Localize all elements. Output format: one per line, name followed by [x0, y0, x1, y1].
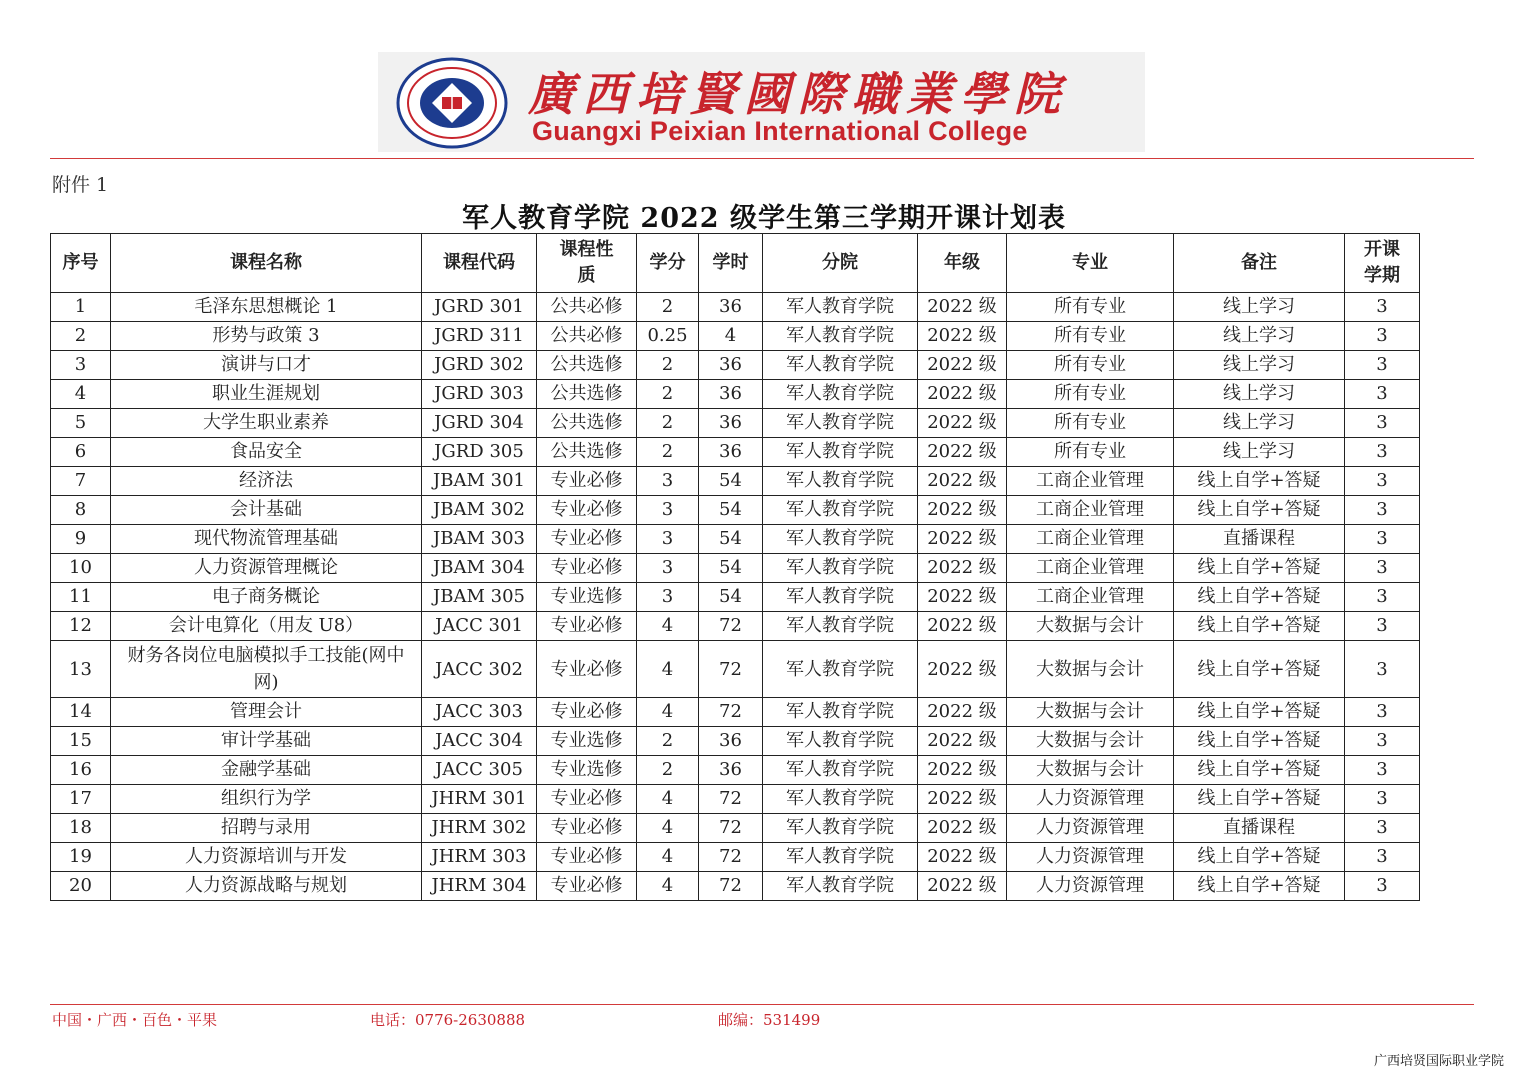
cell-course-name: 演讲与口才	[111, 351, 422, 380]
table-row	[51, 843, 1420, 872]
cell-major: 所有专业	[1007, 322, 1174, 351]
cell-course-code: JGRD 311	[422, 322, 537, 351]
cell-remarks: 线上自学+答疑	[1174, 467, 1345, 496]
cell-index: 7	[51, 467, 111, 496]
col-header-school: 分院	[763, 234, 918, 293]
cell-semester: 3	[1345, 727, 1420, 756]
cell-course-type: 专业必修	[537, 698, 637, 727]
cell-grade: 2022 级	[918, 641, 1007, 698]
cell-major: 大数据与会计	[1007, 641, 1174, 698]
college-name-english: Guangxi Peixian International College	[532, 116, 1028, 146]
cell-course-code: JHRM 303	[422, 843, 537, 872]
cell-hours: 36	[699, 293, 763, 322]
cell-course-name: 现代物流管理基础	[111, 525, 422, 554]
cell-credits: 4	[637, 843, 699, 872]
cell-grade: 2022 级	[918, 727, 1007, 756]
cell-credits: 2	[637, 293, 699, 322]
table-row	[51, 438, 1420, 467]
cell-index: 11	[51, 583, 111, 612]
col-header-major: 专业	[1007, 234, 1174, 293]
cell-course-code: JHRM 302	[422, 814, 537, 843]
cell-semester: 3	[1345, 554, 1420, 583]
table-row	[51, 872, 1420, 901]
cell-course-type: 专业必修	[537, 641, 637, 698]
cell-index: 9	[51, 525, 111, 554]
cell-credits: 4	[637, 612, 699, 641]
cell-hours: 36	[699, 727, 763, 756]
cell-course-code: JACC 305	[422, 756, 537, 785]
table-row	[51, 814, 1420, 843]
col-header-course-name: 课程名称	[111, 234, 422, 293]
cell-semester: 3	[1345, 612, 1420, 641]
cell-hours: 36	[699, 380, 763, 409]
cell-school: 军人教育学院	[763, 380, 918, 409]
cell-major: 所有专业	[1007, 438, 1174, 467]
table-row	[51, 583, 1420, 612]
cell-semester: 3	[1345, 496, 1420, 525]
cell-course-name: 经济法	[111, 467, 422, 496]
cell-semester: 3	[1345, 322, 1420, 351]
attachment-label: 附件 1	[52, 174, 109, 196]
cell-major: 工商企业管理	[1007, 554, 1174, 583]
cell-semester: 3	[1345, 380, 1420, 409]
cell-hours: 36	[699, 438, 763, 467]
cell-hours: 4	[699, 322, 763, 351]
cell-grade: 2022 级	[918, 496, 1007, 525]
cell-credits: 3	[637, 583, 699, 612]
table-row	[51, 380, 1420, 409]
cell-index: 20	[51, 872, 111, 901]
col-header-hours: 学时	[699, 234, 763, 293]
cell-course-name: 财务各岗位电脑模拟手工技能(网中网)	[111, 641, 422, 698]
cell-grade: 2022 级	[918, 583, 1007, 612]
cell-hours: 54	[699, 583, 763, 612]
cell-remarks: 线上自学+答疑	[1174, 872, 1345, 901]
cell-course-name: 大学生职业素养	[111, 409, 422, 438]
cell-remarks: 线上学习	[1174, 380, 1345, 409]
cell-major: 工商企业管理	[1007, 525, 1174, 554]
cell-course-type: 专业必修	[537, 814, 637, 843]
cell-course-type: 专业必修	[537, 525, 637, 554]
cell-major: 人力资源管理	[1007, 843, 1174, 872]
cell-index: 10	[51, 554, 111, 583]
cell-grade: 2022 级	[918, 698, 1007, 727]
table-row	[51, 525, 1420, 554]
cell-semester: 3	[1345, 756, 1420, 785]
cell-credits: 3	[637, 496, 699, 525]
cell-grade: 2022 级	[918, 554, 1007, 583]
cell-course-name: 组织行为学	[111, 785, 422, 814]
cell-remarks: 直播课程	[1174, 525, 1345, 554]
cell-course-type: 专业选修	[537, 727, 637, 756]
cell-hours: 54	[699, 496, 763, 525]
col-header-index: 序号	[51, 234, 111, 293]
cell-remarks: 线上自学+答疑	[1174, 641, 1345, 698]
cell-credits: 4	[637, 785, 699, 814]
cell-hours: 54	[699, 525, 763, 554]
cell-grade: 2022 级	[918, 351, 1007, 380]
cell-course-type: 公共选修	[537, 351, 637, 380]
cell-major: 大数据与会计	[1007, 698, 1174, 727]
cell-course-code: JGRD 301	[422, 293, 537, 322]
cell-course-name: 食品安全	[111, 438, 422, 467]
cell-index: 4	[51, 380, 111, 409]
footer-postcode: 邮编：531499	[718, 1011, 821, 1029]
col-header-course-code: 课程代码	[422, 234, 537, 293]
cell-semester: 3	[1345, 814, 1420, 843]
cell-major: 大数据与会计	[1007, 727, 1174, 756]
cell-course-type: 专业选修	[537, 756, 637, 785]
cell-course-type: 公共选修	[537, 409, 637, 438]
table-row	[51, 785, 1420, 814]
cell-course-name: 管理会计	[111, 698, 422, 727]
cell-credits: 2	[637, 438, 699, 467]
cell-school: 军人教育学院	[763, 612, 918, 641]
cell-grade: 2022 级	[918, 785, 1007, 814]
cell-course-type: 专业必修	[537, 785, 637, 814]
cell-school: 军人教育学院	[763, 843, 918, 872]
cell-index: 16	[51, 756, 111, 785]
footer-location: 中国・广西・百色・平果	[52, 1011, 218, 1029]
cell-major: 所有专业	[1007, 351, 1174, 380]
cell-hours: 72	[699, 698, 763, 727]
cell-hours: 36	[699, 756, 763, 785]
cell-course-code: JGRD 305	[422, 438, 537, 467]
cell-course-code: JGRD 303	[422, 380, 537, 409]
cell-hours: 36	[699, 351, 763, 380]
cell-semester: 3	[1345, 351, 1420, 380]
cell-course-name: 人力资源战略与规划	[111, 872, 422, 901]
cell-major: 所有专业	[1007, 380, 1174, 409]
cell-course-code: JHRM 301	[422, 785, 537, 814]
cell-school: 军人教育学院	[763, 698, 918, 727]
cell-index: 17	[51, 785, 111, 814]
cell-index: 6	[51, 438, 111, 467]
cell-remarks: 线上自学+答疑	[1174, 756, 1345, 785]
col-header-course-type: 课程性质	[537, 234, 637, 293]
cell-remarks: 线上学习	[1174, 293, 1345, 322]
cell-course-code: JBAM 303	[422, 525, 537, 554]
cell-course-code: JGRD 304	[422, 409, 537, 438]
header-divider	[50, 158, 1474, 159]
cell-index: 2	[51, 322, 111, 351]
cell-course-type: 专业必修	[537, 467, 637, 496]
cell-hours: 72	[699, 814, 763, 843]
cell-remarks: 线上自学+答疑	[1174, 496, 1345, 525]
cell-index: 3	[51, 351, 111, 380]
cell-index: 1	[51, 293, 111, 322]
cell-course-name: 人力资源培训与开发	[111, 843, 422, 872]
table-row	[51, 612, 1420, 641]
cell-hours: 36	[699, 409, 763, 438]
cell-major: 工商企业管理	[1007, 496, 1174, 525]
cell-semester: 3	[1345, 438, 1420, 467]
cell-index: 5	[51, 409, 111, 438]
table-row	[51, 496, 1420, 525]
college-seal-icon	[396, 57, 508, 149]
page-title: 军人教育学院 2022 级学生第三学期开课计划表	[462, 203, 1066, 234]
cell-school: 军人教育学院	[763, 872, 918, 901]
cell-course-name: 招聘与录用	[111, 814, 422, 843]
cell-remarks: 线上自学+答疑	[1174, 612, 1345, 641]
cell-course-type: 专业必修	[537, 843, 637, 872]
cell-major: 工商企业管理	[1007, 467, 1174, 496]
cell-remarks: 线上学习	[1174, 438, 1345, 467]
cell-school: 军人教育学院	[763, 322, 918, 351]
cell-credits: 3	[637, 467, 699, 496]
cell-course-name: 职业生涯规划	[111, 380, 422, 409]
cell-major: 大数据与会计	[1007, 756, 1174, 785]
table-row	[51, 322, 1420, 351]
cell-course-name: 金融学基础	[111, 756, 422, 785]
cell-course-type: 专业必修	[537, 872, 637, 901]
cell-credits: 2	[637, 727, 699, 756]
cell-grade: 2022 级	[918, 843, 1007, 872]
cell-credits: 2	[637, 756, 699, 785]
cell-course-code: JACC 302	[422, 641, 537, 698]
cell-school: 军人教育学院	[763, 467, 918, 496]
cell-grade: 2022 级	[918, 814, 1007, 843]
col-header-semester: 开课学期	[1345, 234, 1420, 293]
table-row	[51, 756, 1420, 785]
cell-index: 19	[51, 843, 111, 872]
cell-grade: 2022 级	[918, 612, 1007, 641]
cell-credits: 3	[637, 525, 699, 554]
col-header-credits: 学分	[637, 234, 699, 293]
cell-credits: 0.25	[637, 322, 699, 351]
cell-remarks: 线上自学+答疑	[1174, 583, 1345, 612]
table-row	[51, 409, 1420, 438]
cell-index: 14	[51, 698, 111, 727]
cell-remarks: 线上自学+答疑	[1174, 785, 1345, 814]
cell-school: 军人教育学院	[763, 409, 918, 438]
cell-course-name: 审计学基础	[111, 727, 422, 756]
cell-credits: 2	[637, 409, 699, 438]
cell-major: 人力资源管理	[1007, 872, 1174, 901]
cell-credits: 4	[637, 698, 699, 727]
cell-grade: 2022 级	[918, 467, 1007, 496]
cell-index: 8	[51, 496, 111, 525]
cell-course-code: JGRD 302	[422, 351, 537, 380]
cell-credits: 3	[637, 554, 699, 583]
cell-hours: 72	[699, 641, 763, 698]
cell-hours: 72	[699, 843, 763, 872]
footer-phone: 电话：0776-2630888	[370, 1011, 526, 1029]
cell-grade: 2022 级	[918, 525, 1007, 554]
cell-school: 军人教育学院	[763, 351, 918, 380]
page-footer-college: 广西培贤国际职业学院	[1373, 1054, 1504, 1069]
cell-major: 所有专业	[1007, 409, 1174, 438]
col-header-grade: 年级	[918, 234, 1007, 293]
cell-grade: 2022 级	[918, 380, 1007, 409]
cell-remarks: 线上自学+答疑	[1174, 698, 1345, 727]
cell-remarks: 线上学习	[1174, 351, 1345, 380]
cell-course-type: 专业选修	[537, 583, 637, 612]
cell-grade: 2022 级	[918, 409, 1007, 438]
cell-index: 13	[51, 641, 111, 698]
cell-index: 15	[51, 727, 111, 756]
cell-school: 军人教育学院	[763, 756, 918, 785]
footer-divider	[50, 1004, 1474, 1005]
cell-course-code: JBAM 302	[422, 496, 537, 525]
cell-school: 军人教育学院	[763, 814, 918, 843]
table-row	[51, 351, 1420, 380]
cell-course-name: 会计基础	[111, 496, 422, 525]
cell-remarks: 线上学习	[1174, 322, 1345, 351]
cell-grade: 2022 级	[918, 322, 1007, 351]
cell-hours: 72	[699, 612, 763, 641]
cell-school: 军人教育学院	[763, 293, 918, 322]
cell-semester: 3	[1345, 785, 1420, 814]
cell-credits: 2	[637, 380, 699, 409]
cell-hours: 54	[699, 554, 763, 583]
cell-course-type: 公共必修	[537, 322, 637, 351]
cell-major: 人力资源管理	[1007, 814, 1174, 843]
cell-course-type: 公共选修	[537, 438, 637, 467]
cell-course-name: 形势与政策 3	[111, 322, 422, 351]
table-row	[51, 293, 1420, 322]
cell-remarks: 线上学习	[1174, 409, 1345, 438]
college-name-chinese: 廣西培賢國際職業學院	[528, 67, 1068, 121]
cell-semester: 3	[1345, 583, 1420, 612]
cell-school: 军人教育学院	[763, 438, 918, 467]
cell-semester: 3	[1345, 409, 1420, 438]
cell-school: 军人教育学院	[763, 641, 918, 698]
table-row	[51, 554, 1420, 583]
cell-course-type: 公共选修	[537, 380, 637, 409]
cell-remarks: 线上自学+答疑	[1174, 554, 1345, 583]
cell-credits: 4	[637, 641, 699, 698]
cell-semester: 3	[1345, 872, 1420, 901]
cell-semester: 3	[1345, 293, 1420, 322]
cell-credits: 4	[637, 814, 699, 843]
table-header-row	[51, 234, 1420, 293]
table-row	[51, 698, 1420, 727]
table-row	[51, 467, 1420, 496]
cell-semester: 3	[1345, 641, 1420, 698]
cell-school: 军人教育学院	[763, 496, 918, 525]
cell-remarks: 直播课程	[1174, 814, 1345, 843]
cell-course-name: 电子商务概论	[111, 583, 422, 612]
cell-credits: 4	[637, 872, 699, 901]
cell-school: 军人教育学院	[763, 727, 918, 756]
cell-school: 军人教育学院	[763, 785, 918, 814]
cell-course-code: JBAM 301	[422, 467, 537, 496]
cell-remarks: 线上自学+答疑	[1174, 843, 1345, 872]
cell-course-code: JACC 304	[422, 727, 537, 756]
col-header-remarks: 备注	[1174, 234, 1345, 293]
cell-index: 12	[51, 612, 111, 641]
cell-major: 大数据与会计	[1007, 612, 1174, 641]
cell-hours: 72	[699, 872, 763, 901]
cell-course-name: 人力资源管理概论	[111, 554, 422, 583]
course-plan-table	[50, 233, 1420, 901]
cell-course-code: JBAM 305	[422, 583, 537, 612]
cell-course-type: 公共必修	[537, 293, 637, 322]
cell-index: 18	[51, 814, 111, 843]
cell-remarks: 线上自学+答疑	[1174, 727, 1345, 756]
cell-course-name: 毛泽东思想概论 1	[111, 293, 422, 322]
cell-hours: 54	[699, 467, 763, 496]
cell-course-code: JACC 301	[422, 612, 537, 641]
cell-semester: 3	[1345, 467, 1420, 496]
cell-grade: 2022 级	[918, 872, 1007, 901]
cell-grade: 2022 级	[918, 756, 1007, 785]
table-row	[51, 641, 1420, 698]
cell-course-type: 专业必修	[537, 612, 637, 641]
cell-semester: 3	[1345, 525, 1420, 554]
cell-school: 军人教育学院	[763, 583, 918, 612]
cell-course-name: 会计电算化（用友 U8）	[111, 612, 422, 641]
table-row	[51, 727, 1420, 756]
cell-course-code: JBAM 304	[422, 554, 537, 583]
cell-course-type: 专业必修	[537, 554, 637, 583]
cell-semester: 3	[1345, 843, 1420, 872]
cell-course-type: 专业必修	[537, 496, 637, 525]
cell-semester: 3	[1345, 698, 1420, 727]
cell-hours: 72	[699, 785, 763, 814]
header-banner	[378, 52, 1145, 152]
cell-major: 所有专业	[1007, 293, 1174, 322]
cell-school: 军人教育学院	[763, 525, 918, 554]
cell-grade: 2022 级	[918, 293, 1007, 322]
cell-major: 工商企业管理	[1007, 583, 1174, 612]
cell-grade: 2022 级	[918, 438, 1007, 467]
cell-course-code: JACC 303	[422, 698, 537, 727]
cell-credits: 2	[637, 351, 699, 380]
cell-major: 人力资源管理	[1007, 785, 1174, 814]
cell-course-code: JHRM 304	[422, 872, 537, 901]
cell-school: 军人教育学院	[763, 554, 918, 583]
